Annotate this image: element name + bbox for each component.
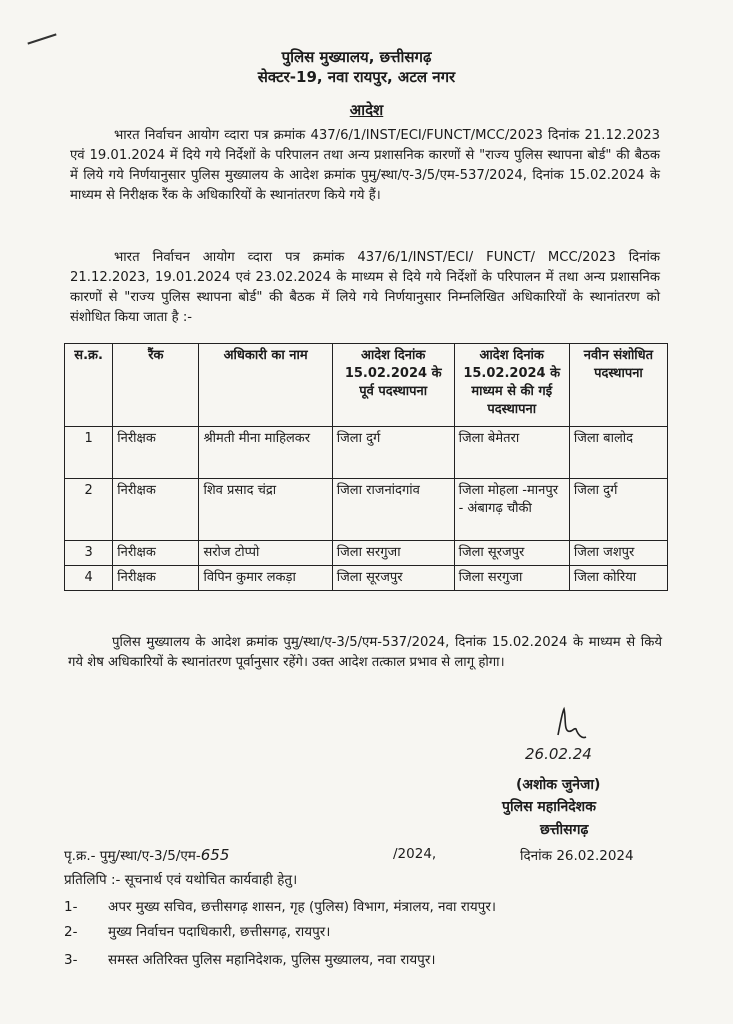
list-text: अपर मुख्य सचिव, छत्तीसगढ़ शासन, गृह (पुलिस) विभाग, मंत्रालय, नवा रायपुर। bbox=[108, 899, 496, 915]
cell-previous-posting: जिला सूरजपुर bbox=[332, 566, 454, 591]
pen-mark bbox=[27, 33, 56, 44]
cell-revised-posting: जिला बालोद bbox=[569, 427, 667, 479]
table-header-row bbox=[65, 344, 668, 427]
reference-year: /2024, bbox=[393, 846, 437, 862]
list-text: समस्त अतिरिक्त पुलिस महानिदेशक, पुलिस मुख्यालय, नवा रायपुर। bbox=[108, 952, 436, 968]
cell-revised-posting: जिला कोरिया bbox=[569, 566, 667, 591]
col-previous-posting: आदेश दिनांक 15.02.2024 के पूर्व पदस्थापना bbox=[332, 344, 454, 427]
cell-serial: 2 bbox=[65, 479, 113, 541]
signatory-designation: पुलिस महानिदेशक bbox=[502, 799, 596, 815]
signature-mark bbox=[540, 705, 600, 745]
cell-previous-posting: जिला राजनांदगांव bbox=[332, 479, 454, 541]
list-number: 1- bbox=[64, 899, 78, 915]
table-row bbox=[65, 566, 668, 591]
reference-number bbox=[64, 846, 229, 864]
cell-previous-posting: जिला दुर्ग bbox=[332, 427, 454, 479]
signatory-name: (अशोक जुनेजा) bbox=[516, 777, 601, 793]
col-revised-posting: नवीन संशोधित पदस्थापना bbox=[569, 344, 667, 427]
transfer-table bbox=[64, 343, 668, 591]
col-serial: स.क्र. bbox=[65, 344, 113, 427]
cell-revised-posting: जिला जशपुर bbox=[569, 541, 667, 566]
cell-previous-posting: जिला सरगुजा bbox=[332, 541, 454, 566]
cell-rank: निरीक्षक bbox=[113, 541, 199, 566]
cell-officer-name: सरोज टोप्पो bbox=[199, 541, 332, 566]
header-office: पुलिस मुख्यालय, छत्तीसगढ़ bbox=[281, 48, 432, 66]
col-order-posting: आदेश दिनांक 15.02.2024 के माध्यम से की गई पदस्थापना bbox=[454, 344, 569, 427]
reference-handwritten-number: 655 bbox=[200, 846, 230, 864]
reference-date: दिनांक 26.02.2024 bbox=[520, 848, 634, 864]
cell-officer-name: श्रीमती मीना माहिलकर bbox=[199, 427, 332, 479]
reference-prefix: पृ.क्र.- पुमु/स्था/ए-3/5/एम- bbox=[64, 848, 201, 864]
cell-serial: 4 bbox=[65, 566, 113, 591]
cell-serial: 3 bbox=[65, 541, 113, 566]
list-number: 3- bbox=[64, 952, 78, 968]
paragraph-1: भारत निर्वाचन आयोग व्दारा पत्र क्रमांक 437/6/1/INST/ECI/FUNCT/MCC/2023 दिनांक 21.12.2023 एवं 19.01.2024 में दिये गये निर्देशों के परिपालन तथा अन्य प्रशासनिक कारणों से "राज्य पुलिस स्थापना बोर्ड" की बैठक में लिये गये निर्णयानुसार पुलिस मुख्यालय के आदेश क्रमांक पुमु/स्था/ए-3/5/एम-537/2024, दिनांक 15.02.2024 के माध्यम से निरीक्षक रैंक के अधिकारियों के स्थानांतरण किये गये हैं। bbox=[70, 128, 660, 203]
cell-order-posting: जिला बेमेतरा bbox=[454, 427, 569, 479]
list-number: 2- bbox=[64, 924, 78, 940]
cell-rank: निरीक्षक bbox=[113, 427, 199, 479]
list-item bbox=[64, 950, 435, 968]
copy-to-intro: प्रतिलिपि :- सूचनार्थ एवं यथोचित कार्यवाही हेतु। bbox=[64, 872, 298, 888]
table-row bbox=[65, 479, 668, 541]
col-officer-name: अधिकारी का नाम bbox=[199, 344, 332, 427]
list-text: मुख्य निर्वाचन पदाधिकारी, छत्तीसगढ़, रायपुर। bbox=[108, 924, 331, 940]
cell-order-posting: जिला मोहला -मानपुर - अंबागढ़ चौकी bbox=[454, 479, 569, 541]
paragraph-2: भारत निर्वाचन आयोग व्दारा पत्र क्रमांक 437/6/1/INST/ECI/ FUNCT/ MCC/2023 दिनांक 21.12.2023, 19.01.2024 एवं 23.02.2024 के माध्यम से दिये गये निर्देशों के परिपालन में तथा अन्य प्रशासनिक कारणों से "राज्य पुलिस स्थापना बोर्ड" की बैठक में लिये गये निर्णयानुसार निम्नलिखित अधिकारियों के स्थानांतरण को संशोधित किया जाता है :- bbox=[70, 250, 660, 325]
order-title: आदेश bbox=[349, 101, 384, 119]
cell-rank: निरीक्षक bbox=[113, 566, 199, 591]
table-row bbox=[65, 427, 668, 479]
cell-officer-name: शिव प्रसाद चंद्रा bbox=[199, 479, 332, 541]
paragraph-3: पुलिस मुख्यालय के आदेश क्रमांक पुमु/स्था/ए-3/5/एम-537/2024, दिनांक 15.02.2024 के माध्यम से किये गये शेष अधिकारियों के स्थानांतरण पूर्वानुसार रहेंगे। उक्त आदेश तत्काल प्रभाव से लागू होगा। bbox=[68, 635, 662, 670]
header-address: सेक्टर-19, नवा रायपुर, अटल नगर bbox=[257, 68, 456, 86]
cell-serial: 1 bbox=[65, 427, 113, 479]
signatory-state: छत्तीसगढ़ bbox=[540, 822, 589, 838]
table-row bbox=[65, 541, 668, 566]
list-item bbox=[64, 897, 496, 915]
cell-order-posting: जिला सूरजपुर bbox=[454, 541, 569, 566]
signature-date: 26.02.24 bbox=[525, 745, 592, 763]
cell-rank: निरीक्षक bbox=[113, 479, 199, 541]
cell-revised-posting: जिला दुर्ग bbox=[569, 479, 667, 541]
cell-officer-name: विपिन कुमार लकड़ा bbox=[199, 566, 332, 591]
cell-order-posting: जिला सरगुजा bbox=[454, 566, 569, 591]
col-rank: रैंक bbox=[113, 344, 199, 427]
list-item bbox=[64, 922, 330, 940]
